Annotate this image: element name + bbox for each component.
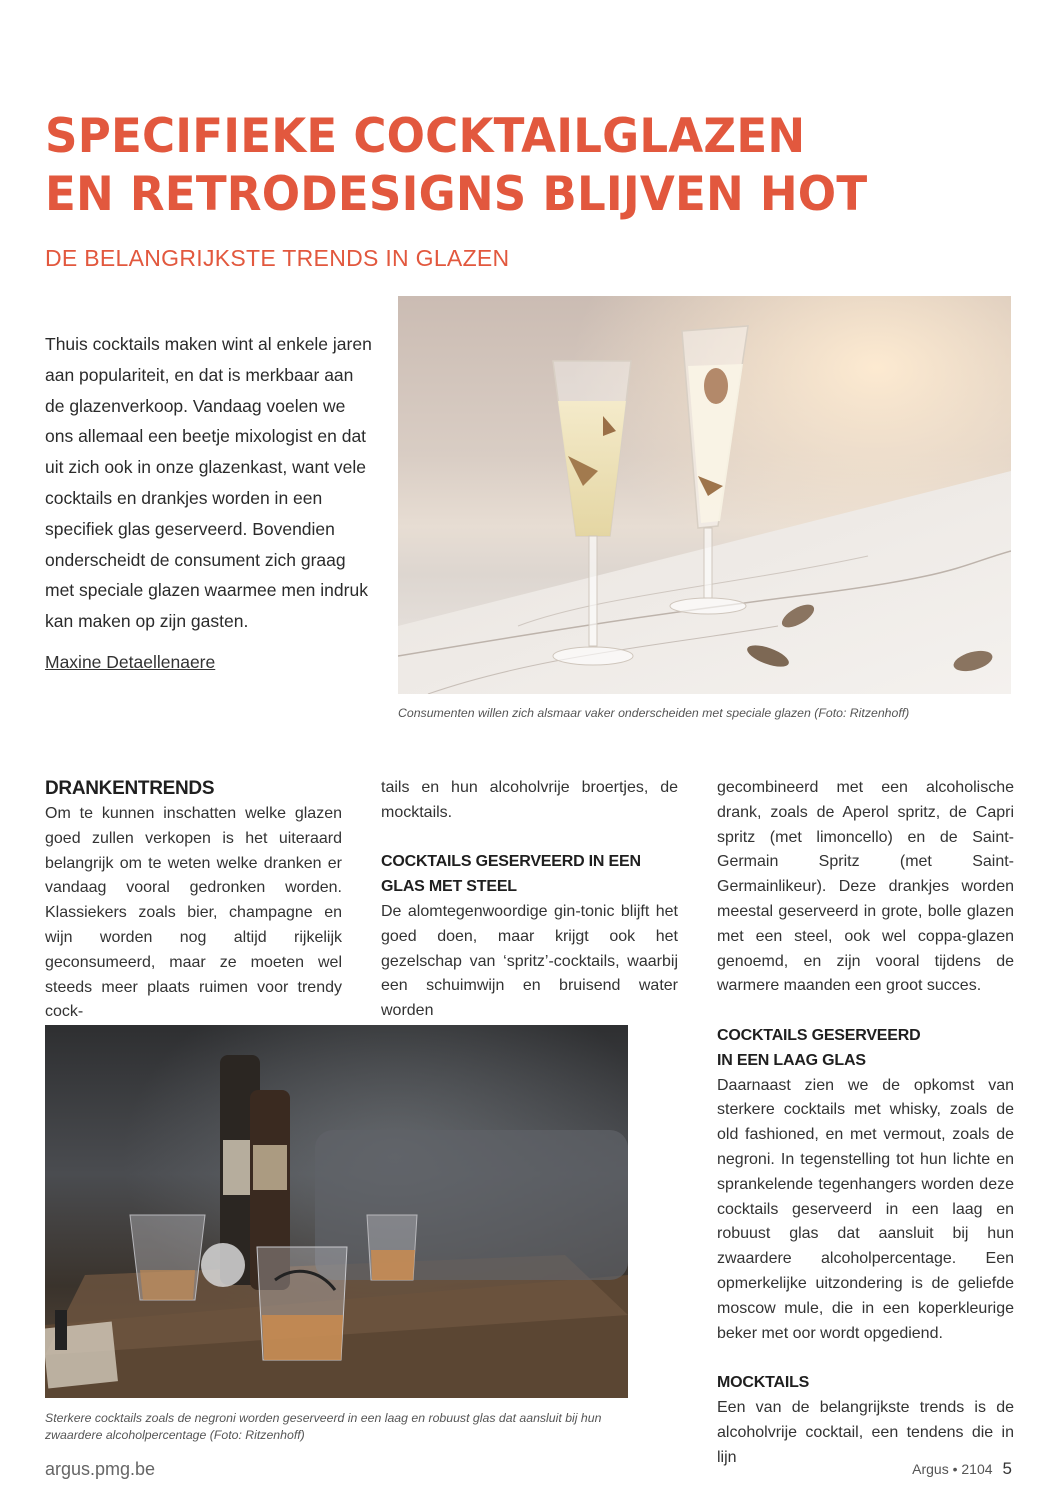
column-2 (381, 776, 678, 1024)
drankentrends-paragraph-continued: tails en hun alcoholvrije broertjes, de mocktails. (381, 779, 678, 821)
drankentrends-paragraph: Om te kunnen inschatten welke glazen goed zullen verkopen is het uiteraard belangrijk om te weten welke dranken er vandaag vooral gedronken worden. Klassiekers zoals bier, champagne en wijn worden nog altijd rijkelijk geconsumeerd, maar ze moeten wel steeds meer plaats ruimen voor trendy cock- (45, 805, 342, 1021)
author-name: Maxine Detaellenaere (45, 652, 216, 672)
section-heading-drankentrends: DRANKENTRENDS (45, 778, 215, 799)
photo-tumbler-glasses (45, 1025, 628, 1398)
issue-label: Argus • 2104 (912, 1461, 993, 1477)
flutes-illustration (398, 296, 1011, 694)
footer-issue-info (912, 1459, 1012, 1479)
section-heading-low-glass (717, 1024, 1014, 1074)
steel-paragraph-continued: gecombineerd met een alcoholische drank, zoals de Aperol spritz, de Capri spritz (met limoncello) en de Saint-Germain Spritz (met Saint-Germainlikeur). Deze drankjes worden meestal geserveerd in grote, bolle glazen met een steel, ook wel coppa-glazen genoemd, en zijn vooral tijdens de warmere maanden een groot succes. (717, 779, 1014, 995)
article-subtitle: DE BELANGRIJKSTE TRENDS IN GLAZEN (45, 245, 510, 271)
footer-website-link[interactable]: argus.pmg.be (45, 1459, 156, 1479)
section-heading-mocktails: MOCKTAILS (717, 1374, 810, 1392)
column-1 (45, 776, 342, 1025)
title-line-1: SPECIFIEKE COCKTAILGLAZEN (45, 109, 806, 164)
steel-paragraph: De alomtegenwoordige gin-tonic blijft het goed doen, maar krijgt ook het gezelschap van ‘spritz’-cocktails, waarbij een schuimwijn en bruisend water worden (381, 902, 678, 1020)
photo2-caption: Sterkere cocktails zoals de negroni worden geserveerd in een laag en robuust glas dat aansluit bij hun zwaardere alcoholpercentage (Foto: Ritzenhoff) (45, 1411, 602, 1442)
mocktails-paragraph: Een van de belangrijkste trends is de alcoholvrije cocktail, een tendens die in lijn (717, 1398, 1014, 1466)
low-heading-line-2: IN EEN LAAG GLAS (717, 1051, 866, 1069)
section-heading-steel: COCKTAILS GESERVEERD IN EEN GLAS MET STEEL (381, 853, 641, 896)
photo-champagne-flutes (398, 296, 1011, 694)
column-3 (717, 776, 1014, 1470)
photo1-caption: Consumenten willen zich alsmaar vaker onderscheiden met speciale glazen (Foto: Ritzenhoff) (398, 706, 910, 720)
low-glass-paragraph: Daarnaast zien we de opkomst van sterkere cocktails met whisky, zoals de old fashioned, en met vermout, zoals de negroni. In tegenstelling tot hun lichte en sprankelende tegenhangers worden deze cocktails geserveerd in een laag en robuust glas dat aansluit bij hun zwaardere alcoholpercentage. Een opmerkelijke uitzondering is de geliefde moscow mule, die in een koperkleurige beker met oor wordt opgediend. (717, 1076, 1014, 1342)
title-line-2: EN RETRODESIGNS BLIJVEN HOT (45, 167, 868, 222)
low-heading-line-1: COCKTAILS GESERVEERD (717, 1026, 921, 1044)
tumblers-illustration (45, 1025, 628, 1398)
article-title (45, 108, 867, 224)
page-number: 5 (1002, 1459, 1012, 1478)
intro-paragraph: Thuis cocktails maken wint al enkele jaren aan populariteit, en dat is merkbaar aan de glazenverkoop. Vandaag voelen we ons allemaal een beetje mixologist en dat uit zich ook in onze glazenkast, want vele cocktails en drankjes worden in een specifiek glas geserveerd. Bovendien onderscheidt de consument zich graag met speciale glazen waarmee men indruk kan maken op zijn gasten. (45, 334, 372, 632)
